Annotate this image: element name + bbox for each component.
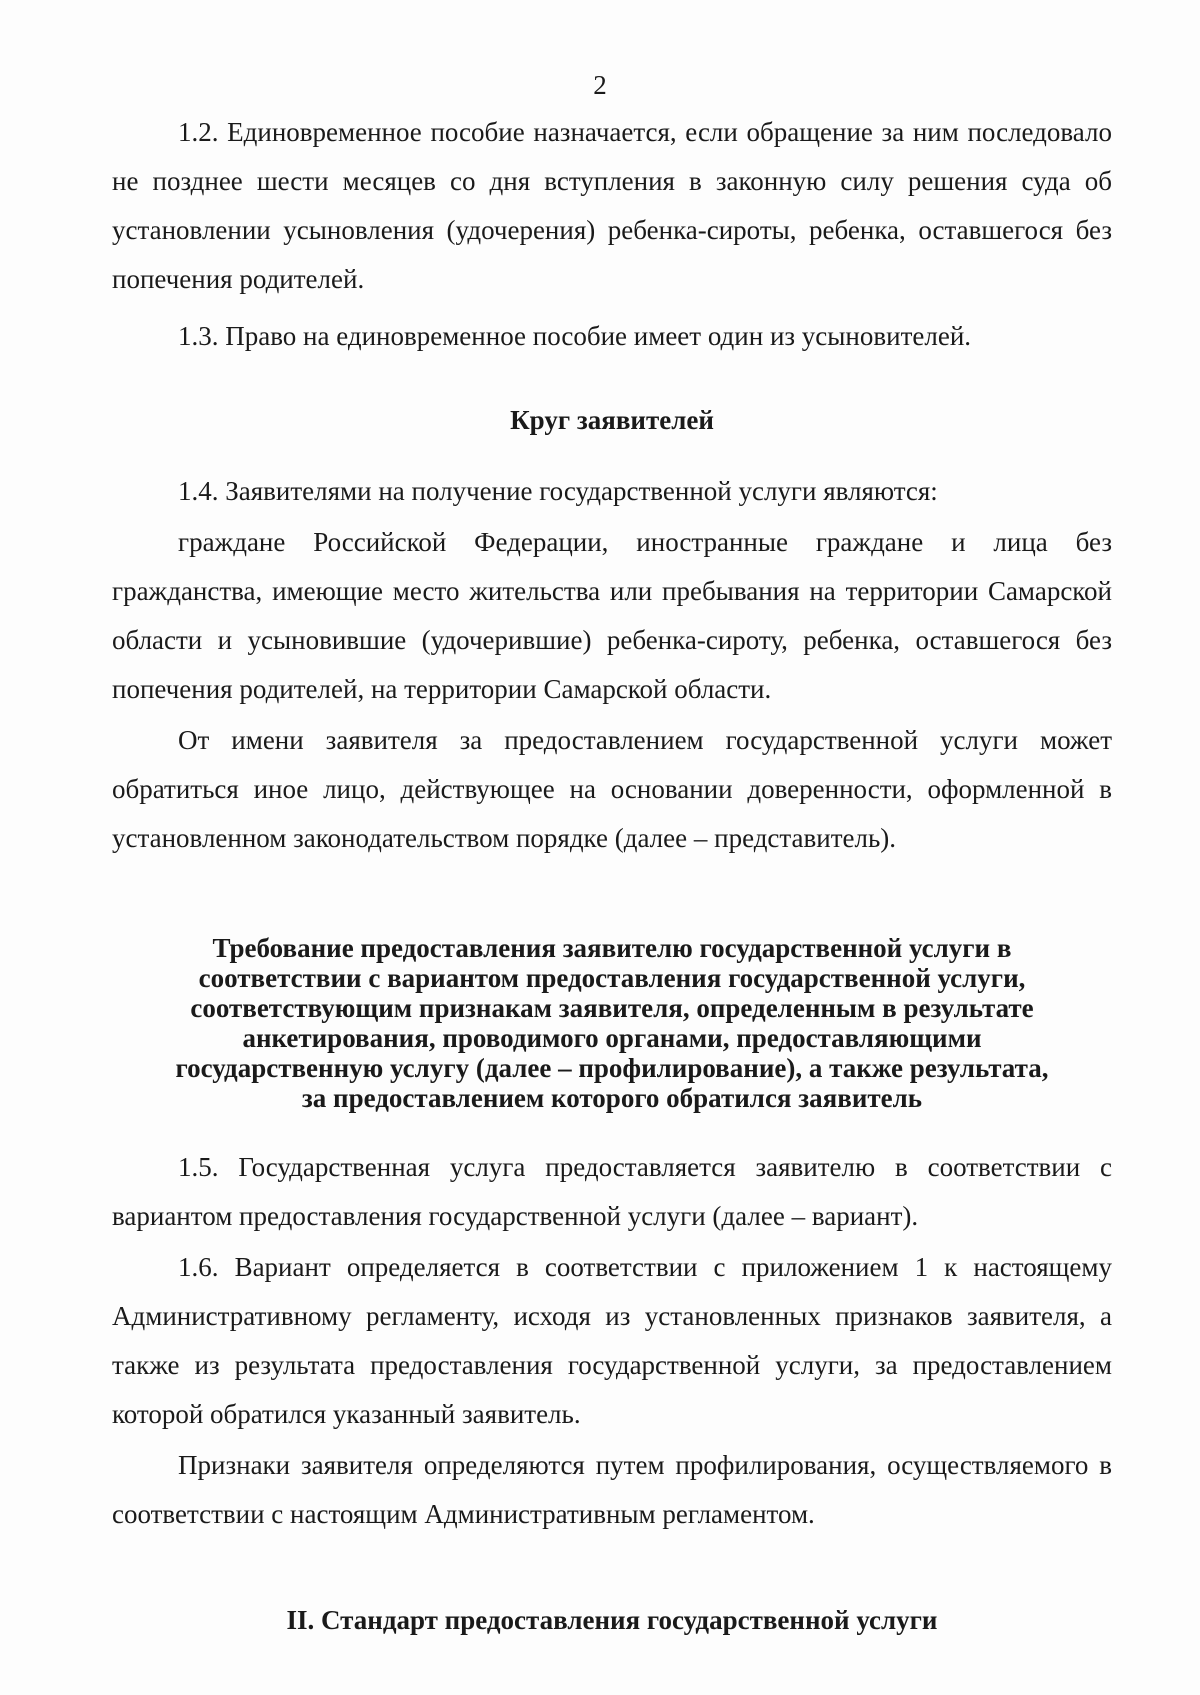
heading-requirement-line: государственную услугу (далее – профилирование), а также результата, <box>175 1053 1049 1083</box>
paragraph-1-5: 1.5. Государственная услуга предоставляется заявителю в соответствии с вариантом предоставления государственной услуги (далее – вариант). <box>112 1152 1112 1231</box>
heading-requirement <box>112 933 1112 1113</box>
heading-requirement-line: Требование предоставления заявителю государственной услуги в <box>212 933 1012 963</box>
heading-requirement-line: за предоставлением которого обратился заявитель <box>301 1083 923 1113</box>
document-body <box>112 108 1112 1635</box>
heading-requirement-line: соответствующим признакам заявителя, определенным в результате <box>190 993 1034 1023</box>
paragraph-1-4-citizens: граждане Российской Федерации, иностранные граждане и лица без гражданства, имеющие место жительства или пребывания на территории Самарской области и усыновившие (удочерившие) ребенка-сироту, ребенка, оставшегося без попечения родителей, на территории Самарской области. <box>112 527 1112 704</box>
paragraph-1-3: 1.3. Право на единовременное пособие имеет один из усыновителей. <box>178 321 972 351</box>
paragraph-1-2: 1.2. Единовременное пособие назначается, если обращение за ним последовало не позднее шести месяцев со дня вступления в законную силу решения суда об установлении усыновления (удочерения) ребенка-сироты, ребенка, оставшегося без попечения родителей. <box>112 117 1112 294</box>
page-number: 2 <box>593 70 607 100</box>
heading-section-2: II. Стандарт предоставления государственной услуги <box>286 1605 938 1635</box>
paragraph-1-6: 1.6. Вариант определяется в соответствии с приложением 1 к настоящему Административному регламенту, исходя из установленных признаков заявителя, а также из результата предоставления государственной услуги, за предоставлением которой обратился указанный заявитель. <box>112 1252 1112 1429</box>
heading-requirement-line: анкетирования, проводимого органами, предоставляющими <box>242 1023 982 1053</box>
heading-applicants: Круг заявителей <box>510 405 714 435</box>
paragraph-1-4: 1.4. Заявителями на получение государственной услуги являются: <box>178 476 938 506</box>
heading-requirement-line: соответствии с вариантом предоставления государственной услуги, <box>198 963 1026 993</box>
paragraph-1-4-representative: От имени заявителя за предоставлением государственной услуги может обратиться иное лицо, действующее на основании доверенности, оформленной в установленном законодательством порядке (далее – представитель). <box>112 725 1112 853</box>
paragraph-1-6-profiling: Признаки заявителя определяются путем профилирования, осуществляемого в соответствии с настоящим Административным регламентом. <box>112 1450 1112 1529</box>
